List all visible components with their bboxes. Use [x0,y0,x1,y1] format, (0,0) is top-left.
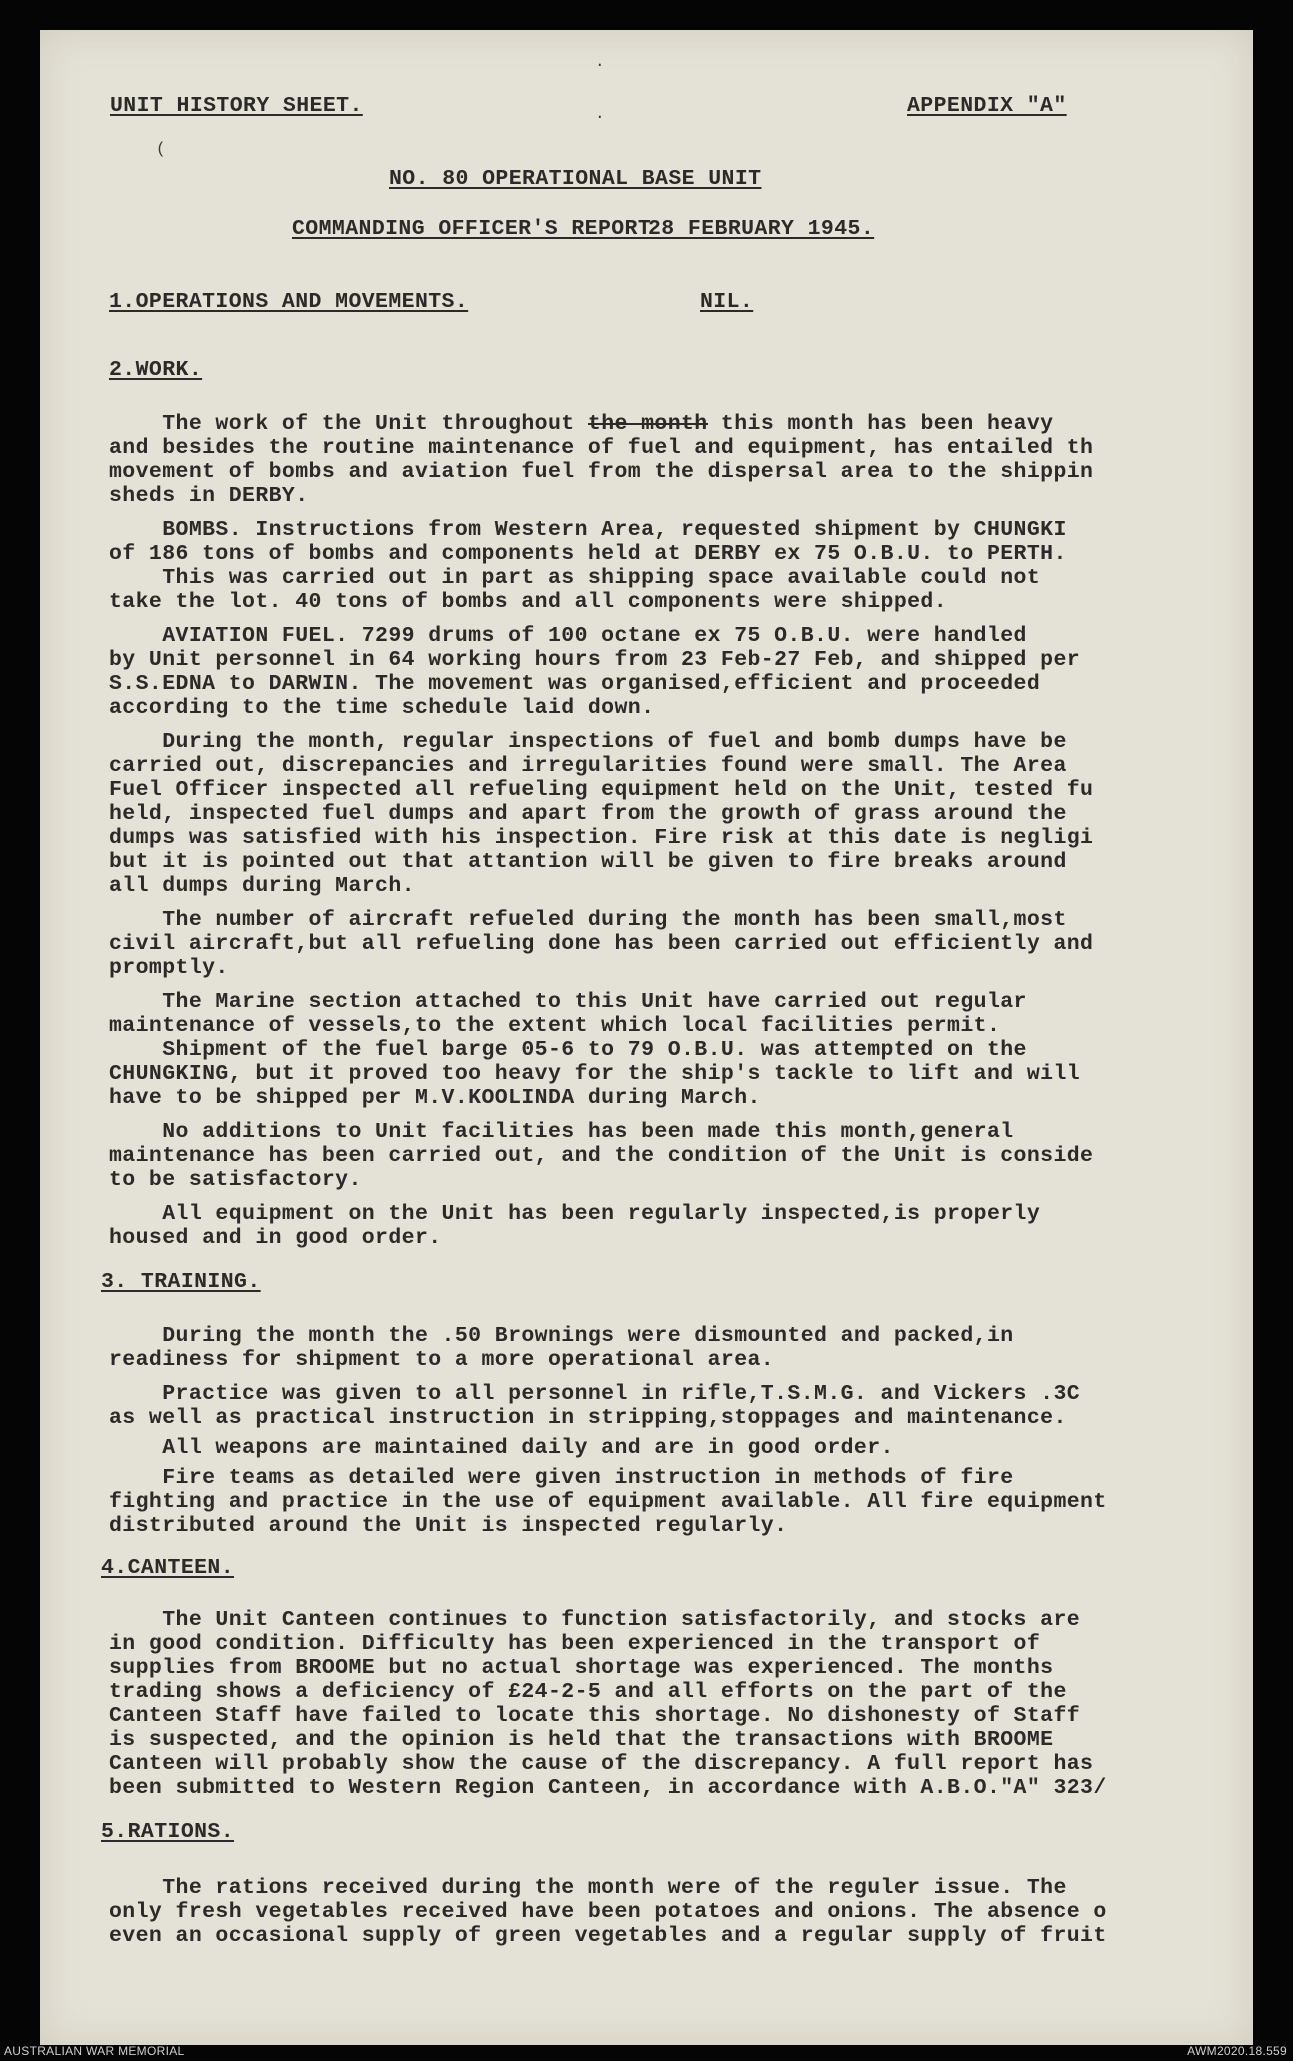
text-line: During the month the .50 Brownings were dismounted and packed,in [109,1324,1014,1348]
text-line: fighting and practice in the use of equipment available. All fire equipment [109,1490,1107,1514]
section-heading-training: 3. TRAINING. [101,1270,261,1294]
section-heading-canteen: 4.CANTEEN. [101,1556,235,1580]
text-line: according to the time schedule laid down. [109,696,655,720]
text-line: The number of aircraft refueled during the month has been small,most [109,908,1067,932]
text-line: AVIATION FUEL. 7299 drums of 100 octane ex 75 O.B.U. were handled [109,624,1027,648]
text-line: and besides the routine maintenance of fuel and equipment, has entailed th [109,436,1094,460]
document-title: NO. 80 OPERATIONAL BASE UNIT [389,167,762,191]
section-heading-rations: 5.RATIONS. [101,1820,235,1844]
text-line: carried out, discrepancies and irregularities found were small. The Area [109,754,1067,778]
archive-credit: AUSTRALIAN WAR MEMORIAL [4,2044,185,2058]
text-line: is suspected, and the opinion is held that the transactions with BROOME [109,1728,1054,1752]
text-line: Practice was given to all personnel in rifle,T.S.M.G. and Vickers .3C [109,1382,1081,1406]
section-heading-operations: 1.OPERATIONS AND MOVEMENTS. [109,290,469,314]
text-line: movement of bombs and aviation fuel from the dispersal area to the shippin [109,460,1094,484]
text-line: The rations received during the month were of the reguler issue. The [109,1876,1067,1900]
text-line: supplies from BROOME but no actual shortage was experienced. The months [109,1656,1054,1680]
text-line: distributed around the Unit is inspected regularly. [109,1514,788,1538]
text-line: maintenance of vessels,to the extent which local facilities permit. [109,1014,1001,1038]
appendix-label: APPENDIX "A" [907,94,1067,118]
text-line: No additions to Unit facilities has been made this month,general [109,1120,1014,1144]
unit-history-sheet-label: UNIT HISTORY SHEET. [110,94,363,118]
text-line: All equipment on the Unit has been regularly inspected,is properly [109,1202,1041,1226]
document-page [40,30,1253,2045]
text-line: The Unit Canteen continues to function satisfactorily, and stocks are [109,1608,1081,1632]
text-line: in good condition. Difficulty has been experienced in the transport of [109,1632,1041,1656]
operations-value: NIL. [700,290,754,314]
archive-reference: AWM2020.18.559 [1187,2044,1287,2058]
text-line: This was carried out in part as shipping space available could not [109,566,1041,590]
text-line: S.S.EDNA to DARWIN. The movement was organised,efficient and proceeded [109,672,1041,696]
text-line: as well as practical instruction in stripping,stoppages and maintenance. [109,1406,1067,1430]
text-line: sheds in DERBY. [109,484,309,508]
text-line: but it is pointed out that attantion will be given to fire breaks around [109,850,1067,874]
text-line: have to be shipped per M.V.KOOLINDA during March. [109,1086,761,1110]
section-heading-work: 2.WORK. [109,358,203,382]
text-line: dumps was satisfied with his inspection. Fire risk at this date is negligi [109,826,1094,850]
text-line: all dumps during March. [109,874,415,898]
text-line: maintenance has been carried out, and the condition of the Unit is conside [109,1144,1094,1168]
text-line: Shipment of the fuel barge 05-6 to 79 O.B.U. was attempted on the [109,1038,1027,1062]
struck-text: the month [587,412,708,436]
text-line: trading shows a deficiency of £24-2-5 and all efforts on the part of the [109,1680,1067,1704]
text-line: Canteen Staff have failed to locate this shortage. No dishonesty of Staff [109,1704,1081,1728]
text-line: readiness for shipment to a more operational area. [109,1348,775,1372]
text-line: housed and in good order. [109,1226,442,1250]
punch-dot: · [595,56,605,74]
text-line: take the lot. 40 tons of bombs and all components were shipped. [109,590,948,614]
text-line: to be satisfactory. [109,1168,362,1192]
text-line: The work of the Unit throughout the month this month has been heavy [109,412,1054,436]
text-line: Canteen will probably show the cause of the discrepancy. A full report has [109,1752,1094,1776]
punch-dot: · [595,108,605,126]
text-line: During the month, regular inspections of fuel and bomb dumps have be [109,730,1067,754]
text-line: The Marine section attached to this Unit have carried out regular [109,990,1027,1014]
text-line: of 186 tons of bombs and components held at DERBY ex 75 O.B.U. to PERTH. [109,542,1067,566]
text-line: even an occasional supply of green vegetables and a regular supply of fruit [109,1924,1107,1948]
text-line: by Unit personnel in 64 working hours from 23 Feb-27 Feb, and shipped per [109,648,1081,672]
text-line: Fire teams as detailed were given instruction in methods of fire [109,1466,1014,1490]
text-line: been submitted to Western Region Canteen, in accordance with A.B.O."A" 323/ [109,1776,1107,1800]
text-line: promptly. [109,956,229,980]
text-line: All weapons are maintained daily and are in good order. [109,1436,894,1460]
report-date: 28 FEBRUARY 1945. [648,217,875,241]
margin-mark: ( [156,140,166,158]
text-line: CHUNGKING, but it proved too heavy for the ship's tackle to lift and will [109,1062,1081,1086]
report-title: COMMANDING OFFICER'S REPORT [292,217,652,241]
text-line: BOMBS. Instructions from Western Area, requested shipment by CHUNGKI [109,518,1067,542]
text-line: Fuel Officer inspected all refueling equipment held on the Unit, tested fu [109,778,1094,802]
text-line: civil aircraft,but all refueling done has been carried out efficiently and [109,932,1094,956]
text-line: held, inspected fuel dumps and apart from the growth of grass around the [109,802,1067,826]
text-line: only fresh vegetables received have been potatoes and onions. The absence o [109,1900,1107,1924]
